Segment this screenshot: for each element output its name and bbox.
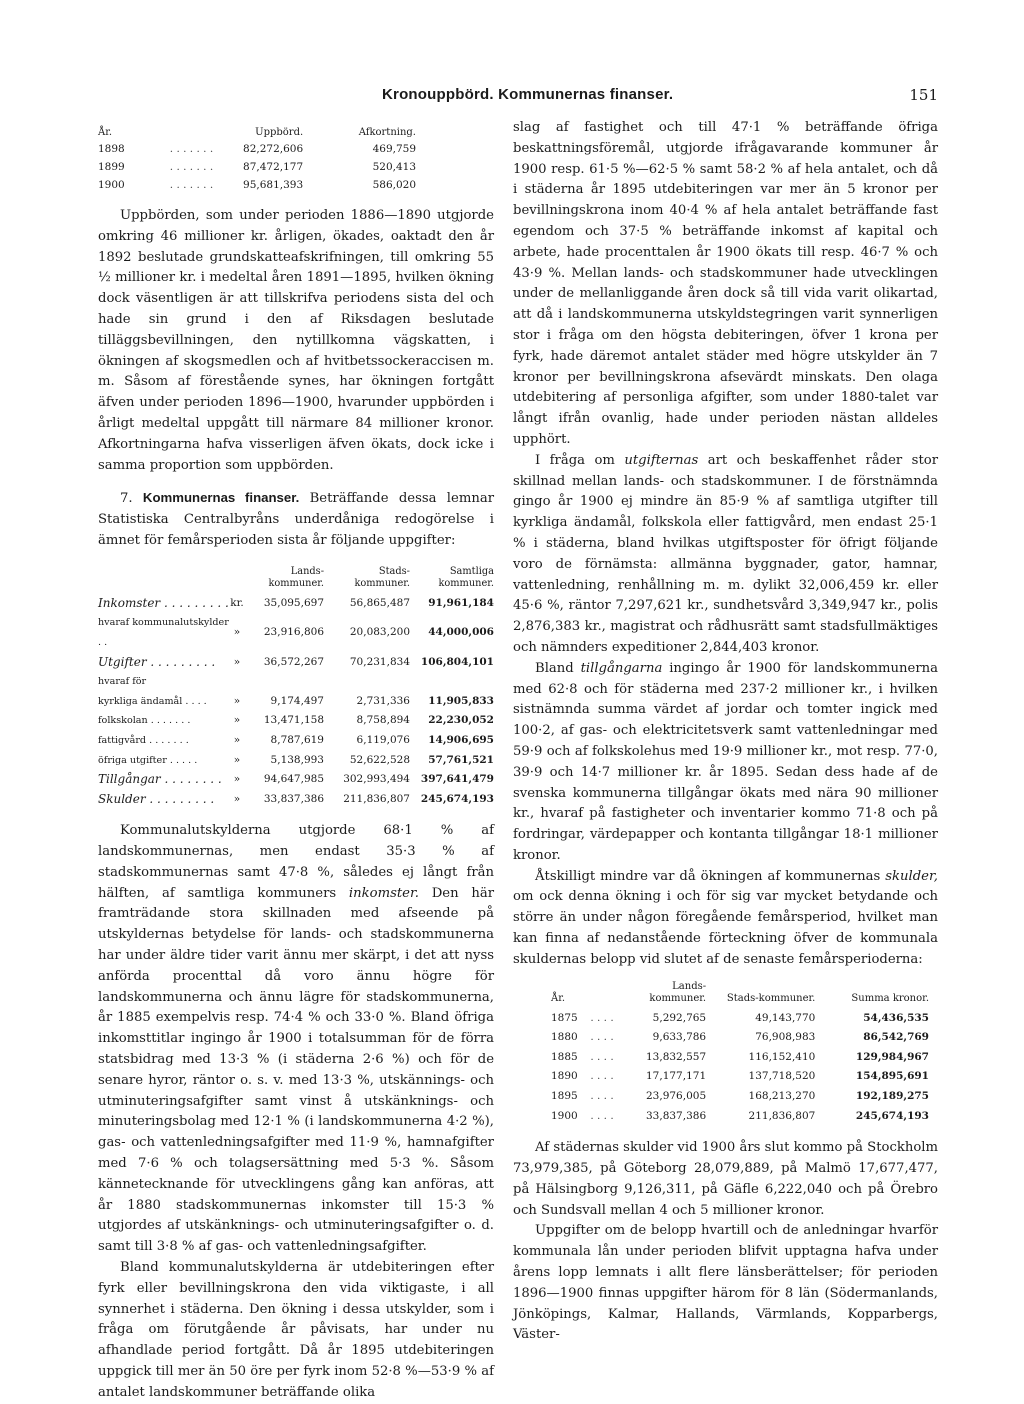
cell-year: 1890	[551, 1070, 578, 1083]
cell-afkortning: 469,759	[372, 143, 416, 155]
cell-year: 1880	[551, 1031, 578, 1044]
row-unit: »	[233, 753, 241, 766]
paragraph-debts-b: om ock denna ökning i och för sig var mycket betydande och större än under någon föregående femårsperiod, hvilket man kan finna af nedanstående förteckning öfver de kommunala skuldernas belopp vid slutet af de senaste femårsperioderna:	[513, 889, 938, 967]
municipal-finances-table	[98, 566, 494, 810]
row-unit: »	[233, 626, 241, 639]
paragraph-debts	[513, 867, 938, 971]
cell-stads: 56,865,487	[349, 596, 410, 609]
cell-stads: 6,119,076	[356, 733, 410, 746]
cell-lands: 5,292,765	[652, 1011, 707, 1024]
paragraph-assets-b: ingingo år 1900 för landskommunerna med 62·8 och för städerna med 237·2 millioner kr., i hvilken sistnämnda summa värdet af jordar och tomter ingick med 100·2, af gas- och elektricitetsverk samt vattenledningar med 59·9 och af folkskolehus med 19·9 millioner kr., mot resp. 77·0, 39·9 och 14·7 millioner kr. år 1895. Sedan dess hade af de svenska kommunerna tillgångar ökats med nära 90 millioner kr., hvaraf på fastigheter och inventarier kommo 71·8 och på fordringar, värdepapper och kontanta tillgångar 18·1 millioner kronor.	[513, 660, 938, 863]
cell-year: 1895	[551, 1090, 578, 1103]
cell-stads: 8,758,894	[356, 714, 410, 727]
cell-dots: . . . .	[590, 1109, 614, 1122]
cell-summa: 54,436,535	[863, 1011, 929, 1024]
paragraph-expenditures-b: art och beskaffenhet råder stor skillnad mellan lands- och stadskommuner. I de förstnämnda gingo år 1900 ej mindre än 85·9 % af samtliga utgifter till kyrkliga ändamål, folkskola eller fattigvård, men endast 25·1 % i städerna, bland hvilkas utgiftsposter för öfrigt följande voro de förnämsta: allmänna byggnader, gator, hamnar, vattenledning, renhållning m. m. dylikt 32,006,459 kr. eller 45·6 %, räntor 7,297,621 kr., sundhetsvård 3,349,947 kr., polis 2,876,383 kr., magistrat och rådhusrätt samt stadsfullmäktiges och nämnders expeditioner 2,844,403 kronor.	[513, 452, 938, 655]
cell-summa: 86,542,769	[863, 1031, 929, 1044]
paragraph-debts-a: Åtskilligt mindre var då ökningen af kommunernas	[535, 868, 886, 884]
cell-year: 1899	[98, 161, 125, 173]
column-header-samtliga: Samtliga kommuner.	[438, 565, 494, 589]
paragraph-city-debts: Af städernas skulder vid 1900 års slut kommo på Stockholm 73,979,385, på Göteborg 28,079,889, på Malmö 17,677,477, på Hälsingborg 9,126,311, på Gäfle 6,222,040 och på Örebro och Sundsvall mellan 4 och 5 millioner kronor.	[513, 1140, 938, 1218]
table-row	[98, 790, 494, 810]
cell-lands: 33,837,386	[646, 1109, 707, 1122]
column-header-lands: Lands-kommuner.	[649, 980, 707, 1004]
cell-stads: 20,083,200	[349, 626, 410, 639]
debts-table	[551, 981, 929, 1127]
paragraph-continued: slag af fastighet och till 47·1 % beträffande öfriga beskattningsföremål, utgjorde ifrågavarande kommuner år 1900 resp. 61·5 %—62·5 % samt 58·2 % af hela antalet, och då i städerna år 1895 utdebiteringen var mer än 5 kronor per bevillningskrona inom 40·4 % af hela antalet beträffande fast egendom och 37·5 % beträffande inkomst af kapital och arbete, hade procenttalen år 1900 ökats till resp. 46·7 % och 43·9 %. Mellan lands- och stadskommuner hade utvecklingen under de mellanliggande åren dock så till vida varit olikartad, att då i landskommunerna utskyldstegringen varit synnerligen stor i fråga om den högsta debiteringen, öfver 1 krona per fyrk, hade däremot antalet städer med högre utskylder än 7 kronor per bevillningskrona afsevärdt minskats. Den olaga utdebitering af personliga afgifter, som under 1880-talet var långt ifrån ovanlig, hade under perioden nästan alldeles upphört.	[513, 120, 938, 447]
cell-year: 1885	[551, 1050, 578, 1063]
cell-dots: . . . . . . .	[169, 143, 214, 155]
cell-dots: . . . .	[590, 1050, 614, 1063]
row-unit: »	[233, 773, 241, 786]
cell-year: 1900	[551, 1109, 578, 1122]
column-header-dots	[170, 126, 242, 140]
cell-afkortning: 520,413	[372, 161, 416, 173]
paragraph-taxes-italic: inkomster.	[348, 885, 419, 901]
column-header-uppbord: Uppbörd.	[255, 127, 304, 138]
column-header-year: År.	[551, 992, 566, 1004]
table-row	[551, 1067, 929, 1087]
table-row	[98, 731, 494, 751]
table-row	[98, 751, 494, 771]
cell-stads: 116,152,410	[748, 1050, 816, 1063]
cell-lands: 17,177,171	[646, 1070, 707, 1083]
cell-dots: . . . .	[590, 1031, 614, 1044]
row-label: Utgifter . . . . . . . . .	[98, 654, 216, 669]
row-unit: »	[233, 714, 241, 727]
running-head	[98, 86, 938, 108]
cell-summa: 245,674,193	[855, 1109, 929, 1122]
cell-lands: 9,174,497	[270, 694, 324, 707]
cell-stads: 49,143,770	[755, 1011, 816, 1024]
paragraph-levy: Bland kommunalutskylderna är utdebiteringen efter fyrk eller bevillningskrona den vida viktigaste, i all synnerhet i städerna. Den ökning i dessa utskylder, som i fråga om förutgående år påvisats, har under nu afhandlade period fortgått. Då år 1895 utdebiteringen uppgick till mer än 50 öre per fyrk inom 52·8 %—53·9 % af antalet landskommuner beträffande olika	[98, 1260, 494, 1400]
row-unit: kr.	[230, 596, 244, 609]
cell-lands	[244, 672, 324, 692]
column-header-summa: Summa kronor.	[851, 992, 929, 1004]
table-row	[551, 1107, 929, 1127]
row-unit: »	[233, 733, 241, 746]
left-column	[98, 118, 494, 1404]
section-number: 7.	[120, 491, 133, 507]
table-header-row	[98, 566, 494, 594]
cell-dots: . . . . . . .	[169, 179, 214, 191]
cell-lands: 23,976,005	[646, 1090, 707, 1103]
cell-lands: 9,633,786	[652, 1031, 707, 1044]
cell-stads	[324, 672, 410, 692]
column-header-dots	[590, 981, 629, 1009]
cell-lands: 8,787,619	[270, 733, 324, 746]
cell-dots: . . . .	[590, 1090, 614, 1103]
paragraph-taxes	[98, 821, 494, 1258]
table-row	[98, 653, 494, 673]
table-row	[98, 594, 494, 614]
table-header-row	[551, 981, 929, 1009]
table-row	[551, 1009, 929, 1029]
row-unit: »	[233, 655, 241, 668]
row-label: Tillgångar . . . . . . . .	[98, 772, 222, 787]
table-row	[98, 140, 416, 158]
cell-lands: 36,572,267	[263, 655, 324, 668]
row-label: Inkomster . . . . . . . . .	[98, 595, 229, 610]
cell-samtliga	[410, 672, 494, 692]
cell-lands: 5,138,993	[270, 753, 324, 766]
cell-stads: 168,213,270	[748, 1090, 816, 1103]
table-row	[98, 770, 494, 790]
page-number: 151	[909, 86, 938, 104]
row-unit: »	[233, 792, 241, 805]
table-row	[98, 711, 494, 731]
cell-stads: 52,622,528	[349, 753, 410, 766]
row-label: Skulder . . . . . . . . .	[98, 791, 215, 806]
paragraph-expenditures-italic: utgifternas	[624, 452, 699, 468]
cell-samtliga: 14,906,695	[428, 733, 494, 746]
cell-stads: 70,231,834	[349, 655, 410, 668]
cell-dots: . . . .	[590, 1011, 614, 1024]
column-header-stads: Stads-kommuner.	[726, 992, 816, 1004]
cell-samtliga: 397,641,479	[420, 773, 494, 786]
row-label: hvaraf för	[98, 676, 147, 688]
row-label: hvaraf kommunalutskylder . .	[98, 617, 229, 648]
paragraph-debts-italic: skulder,	[885, 868, 938, 884]
table-row	[98, 158, 416, 176]
table-row	[551, 1028, 929, 1048]
section-heading: Kommunernas finanser.	[142, 490, 300, 506]
paragraph-expenditures-a: I fråga om	[535, 452, 625, 468]
cell-samtliga: 22,230,052	[428, 714, 494, 727]
cell-stads: 302,993,494	[343, 773, 410, 786]
row-label: öfriga utgifter . . . . .	[98, 754, 198, 766]
paragraph-taxes-b: Den här framträdande stora skillnaden med afseende på utskyldernas betydelse för lands- och stadskommunerna har under äldre tider varit ännu mer skärpt, i det att nyss anförda procenttal då voro ännu högre för landskommunerna och ännu lägre för stadskommunerna, år 1885 exempelvis resp. 74·4 % och 33·0 %. Bland öfriga inkomsttitlar ingingo år 1900 i totalsumman för de förra statsbidrag med 13·3 % (i städerna 2·6 %) och för de senare hyror, räntor o. s. v. med 13·3 %, utskännings- och utminuteringsafgifter samt vinst å utskänknings- och minuteringsbolag med 12·1 % (i landskommunerna 4·2 %), gas- och vattenledningsafgifter med 11·9 %, hamnafgifter med 7·6 % och tolagsersättning med 5·3 %. Såsom kännetecknande för utvecklingens gång kan anföras, att år 1880 stadskommunernas inkomster till 15·3 % utgjordes af utskänknings- och utminuteringsafgifter o. d. samt till 3·8 % af gas- och vattenledningsafgifter.	[98, 885, 495, 1255]
cell-year: 1875	[551, 1011, 578, 1024]
cell-stads: 76,908,983	[755, 1031, 816, 1044]
paragraph-assets-italic: tillgångarna	[580, 660, 663, 676]
table-header-row	[98, 126, 416, 140]
row-label: kyrkliga ändamål . . . .	[98, 695, 207, 707]
cell-samtliga: 106,804,101	[420, 655, 494, 668]
cell-dots: . . . .	[590, 1070, 614, 1083]
section-intro: Beträffande dessa lemnar Statistiska Centralbyråns underdåniga redogörelse i ämnet för femårsperioden sista år följande uppgifter:	[98, 491, 494, 548]
cell-samtliga: 57,761,521	[428, 753, 494, 766]
cell-summa: 192,189,275	[855, 1090, 929, 1103]
column-header-year: År.	[98, 127, 113, 138]
paragraph-assets	[513, 659, 938, 867]
cell-dots: . . . . . . .	[169, 161, 214, 173]
cell-year: 1900	[98, 179, 125, 191]
column-header-unit	[230, 566, 244, 594]
column-header-label	[98, 566, 230, 594]
cell-stads: 2,731,336	[356, 694, 410, 707]
cell-samtliga: 245,674,193	[420, 792, 494, 805]
table-row	[98, 176, 416, 194]
table-row	[98, 692, 494, 712]
column-header-lands: Lands-kommuner.	[268, 565, 324, 589]
table-row	[98, 613, 494, 652]
cell-lands: 35,095,697	[263, 596, 324, 609]
section-paragraph	[98, 488, 494, 551]
row-label: folkskolan . . . . . . .	[98, 715, 191, 727]
cell-uppbord: 87,472,177	[243, 161, 304, 173]
cell-stads: 211,836,807	[748, 1109, 816, 1122]
table-row	[551, 1048, 929, 1068]
cell-lands: 13,832,557	[646, 1050, 707, 1063]
row-unit	[230, 672, 244, 692]
table-row	[98, 672, 494, 692]
column-header-afkortning: Afkortning.	[358, 127, 416, 138]
column-header-stads: Stads-kommuner.	[354, 565, 410, 589]
cell-uppbord: 95,681,393	[243, 179, 304, 191]
cell-summa: 129,984,967	[855, 1050, 929, 1063]
cell-lands: 13,471,158	[263, 714, 324, 727]
cell-afkortning: 586,020	[372, 179, 416, 191]
collection-table	[98, 126, 416, 194]
cell-samtliga: 44,000,006	[428, 626, 494, 639]
cell-samtliga: 91,961,184	[428, 596, 494, 609]
cell-year: 1898	[98, 143, 125, 155]
cell-samtliga: 11,905,833	[428, 694, 494, 707]
cell-lands: 33,837,386	[263, 792, 324, 805]
cell-stads: 137,718,520	[748, 1070, 816, 1083]
row-unit: »	[233, 694, 241, 707]
paragraph-collection: Uppbörden, som under perioden 1886—1890 utgjorde omkring 46 millioner kr. årligen, ökades, oaktadt den år 1892 beslutade grundskatteafskrifningen, till omkring 55 ½ millioner kr. i medeltal åren 1891—1895, hvilken ökning dock väsentligen är att tillskrifva periodens sista del och hade sin grund i den af Riksdagen beslutade tilläggsbevillningen, den nytillkomna vägskatten, i ökningen af skogsmedlen och af hvitbetssockeraccisen m. m. Såsom af förestående synes, har ökningen fortgått äfven under perioden 1896—1900, hvarunder uppbörden i årligt medeltal uppgått till närmare 84 millioner kronor. Afkortningarna hafva visserligen äfven ökats, dock icke i samma proportion som uppbörden.	[98, 208, 494, 473]
cell-lands: 94,647,985	[263, 773, 324, 786]
paragraph-loans: Uppgifter om de belopp hvartill och de anledningar hvarför kommunala lån under perioden blifvit upptagna hafva under årens lopp lemnats i allt flere länsberättelser; för perioden 1896—1900 finnas uppgifter härom för 8 län (Södermanlands, Jönköpings, Kalmar, Hallands, Värmlands, Kopparbergs, Väster-	[513, 1223, 938, 1343]
row-label: fattigvård . . . . . . .	[98, 734, 189, 746]
cell-uppbord: 82,272,606	[243, 143, 304, 155]
running-title: Kronouppbörd. Kommunernas finanser.	[382, 86, 674, 103]
cell-lands: 23,916,806	[263, 626, 324, 639]
paragraph-expenditures	[513, 451, 938, 659]
paragraph-taxes-a: Kommunalutskylderna utgjorde 68·1 % af landskommunernas, men endast 35·3 % af stadskommunernas samt 47·8 %, således ej långt från hälften, af samtliga kommuners	[98, 823, 494, 901]
cell-stads: 211,836,807	[343, 792, 410, 805]
cell-summa: 154,895,691	[855, 1070, 929, 1083]
right-column	[513, 118, 938, 1346]
paragraph-assets-a: Bland	[535, 660, 581, 676]
table-row	[551, 1087, 929, 1107]
